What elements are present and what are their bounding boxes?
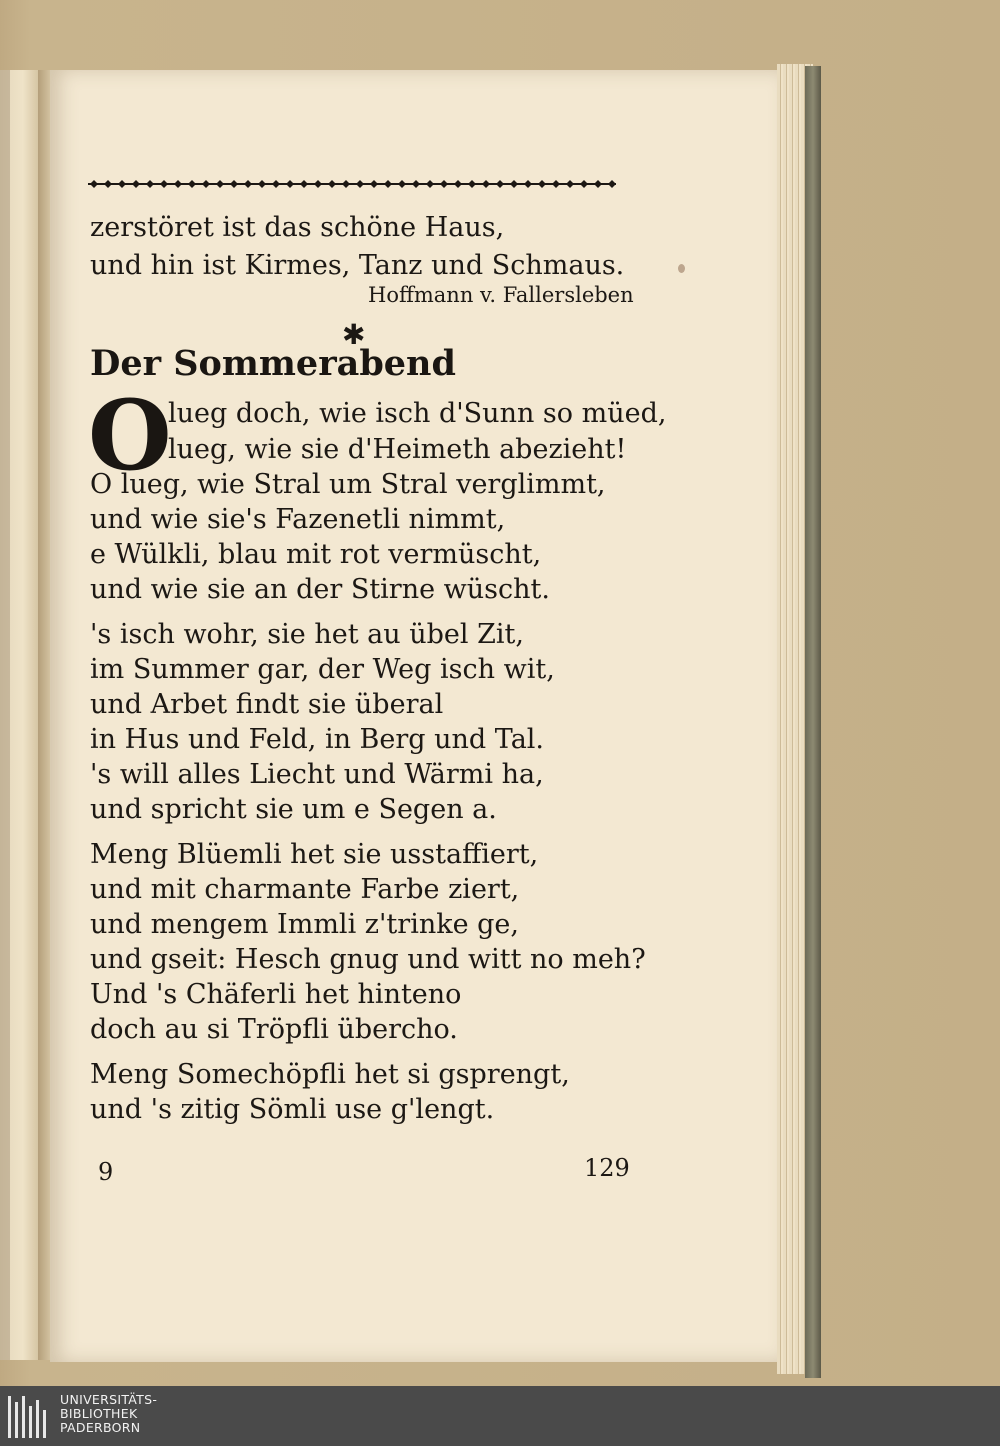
ornament-diamond — [594, 180, 602, 188]
poem-line: und 's zitig Sömli use g'lengt. — [90, 1094, 495, 1125]
poem-title: Der Sommerabend — [90, 343, 456, 384]
ornament-diamond — [244, 180, 252, 188]
ornament-diamond — [510, 180, 518, 188]
ornament-diamond — [230, 180, 238, 188]
ornament-diamond — [608, 180, 616, 188]
left-page-shadow — [0, 70, 10, 1360]
ornament-diamond — [440, 180, 448, 188]
poem-line: 's isch wohr, sie het au übel Zit, — [90, 619, 524, 650]
ornament-diamond — [356, 180, 364, 188]
ornament-diamond — [90, 180, 98, 188]
poem-line: Meng Somechöpfli het si gsprengt, — [90, 1059, 570, 1090]
separator-asterisk: ✱ — [342, 318, 366, 351]
poem-line: im Summer gar, der Weg isch wit, — [90, 654, 555, 685]
ornament-diamond — [454, 180, 462, 188]
ornament-diamond — [538, 180, 546, 188]
ornament-diamond — [398, 180, 406, 188]
ornament-diamond — [300, 180, 308, 188]
ornament-diamond — [216, 180, 224, 188]
poem-line: lueg doch, wie isch d'Sunn so müed, — [168, 398, 667, 429]
ornament-diamond — [580, 180, 588, 188]
ornament-diamond — [314, 180, 322, 188]
poem-line: und wie sie's Fazenetli nimmt, — [90, 504, 506, 535]
poem-line: lueg, wie sie d'Heimeth abezieht! — [168, 434, 627, 465]
ornament-diamond — [426, 180, 434, 188]
ornament-diamond — [118, 180, 126, 188]
paper-spot — [678, 264, 685, 273]
ornament-diamond — [482, 180, 490, 188]
continuation-line-1: zerstöret ist das schöne Haus, — [90, 212, 505, 243]
poem-line: Und 's Chäferli het hinteno — [90, 979, 462, 1010]
ornament-diamond — [468, 180, 476, 188]
ornament-diamond — [552, 180, 560, 188]
ornament-diamond — [566, 180, 574, 188]
ornament-diamond — [272, 180, 280, 188]
attribution: Hoffmann v. Fallersleben — [368, 283, 634, 307]
poem-line: und Arbet findt sie überal — [90, 689, 444, 720]
poem-line: und mengem Immli z'trinke ge, — [90, 909, 519, 940]
ornament-diamond — [328, 180, 336, 188]
poem-line: O lueg, wie Stral um Stral verglimmt, — [90, 469, 606, 500]
ornament-diamond — [524, 180, 532, 188]
ornament-diamond — [370, 180, 378, 188]
poem-line: und wie sie an der Stirne wüscht. — [90, 574, 550, 605]
poem-line: und gseit: Hesch gnug und witt no meh? — [90, 944, 646, 975]
ornament-diamond — [104, 180, 112, 188]
drop-cap: O — [88, 379, 172, 492]
poem-line: e Wülkli, blau mit rot vermüscht, — [90, 539, 542, 570]
ornament-diamond — [342, 180, 350, 188]
ornament-diamond — [160, 180, 168, 188]
ornament-diamond — [174, 180, 182, 188]
poem-line: und mit charmante Farbe ziert, — [90, 874, 520, 905]
poem-line: Meng Blüemli het sie usstaffiert, — [90, 839, 539, 870]
poem-line: und spricht sie um e Segen a. — [90, 794, 497, 825]
continuation-line-2: und hin ist Kirmes, Tanz und Schmaus. — [90, 250, 625, 281]
page-number: 129 — [584, 1154, 630, 1182]
ornament-diamond — [496, 180, 504, 188]
library-name — [60, 1393, 157, 1435]
ornament-diamond — [132, 180, 140, 188]
ornament-diamond — [286, 180, 294, 188]
book-cover-edge — [805, 66, 821, 1378]
library-name-line-3: PADERBORN — [60, 1420, 141, 1435]
ornament-diamond — [412, 180, 420, 188]
ornament-diamond — [146, 180, 154, 188]
poem-line: in Hus und Feld, in Berg und Tal. — [90, 724, 545, 755]
library-name-line-1: UNIVERSITÄTS- — [60, 1392, 158, 1407]
ornament-border — [88, 180, 616, 188]
poem-line: doch au si Tröpfli übercho. — [90, 1014, 458, 1045]
library-name-line-2: BIBLIOTHEK — [60, 1406, 138, 1421]
ornament-diamond — [258, 180, 266, 188]
ornament-diamond — [188, 180, 196, 188]
signature-mark: 9 — [98, 1158, 114, 1186]
ornament-diamond — [384, 180, 392, 188]
university-library-logo-icon — [6, 1394, 50, 1440]
ornament-diamond — [202, 180, 210, 188]
poem-line: 's will alles Liecht und Wärmi ha, — [90, 759, 544, 790]
